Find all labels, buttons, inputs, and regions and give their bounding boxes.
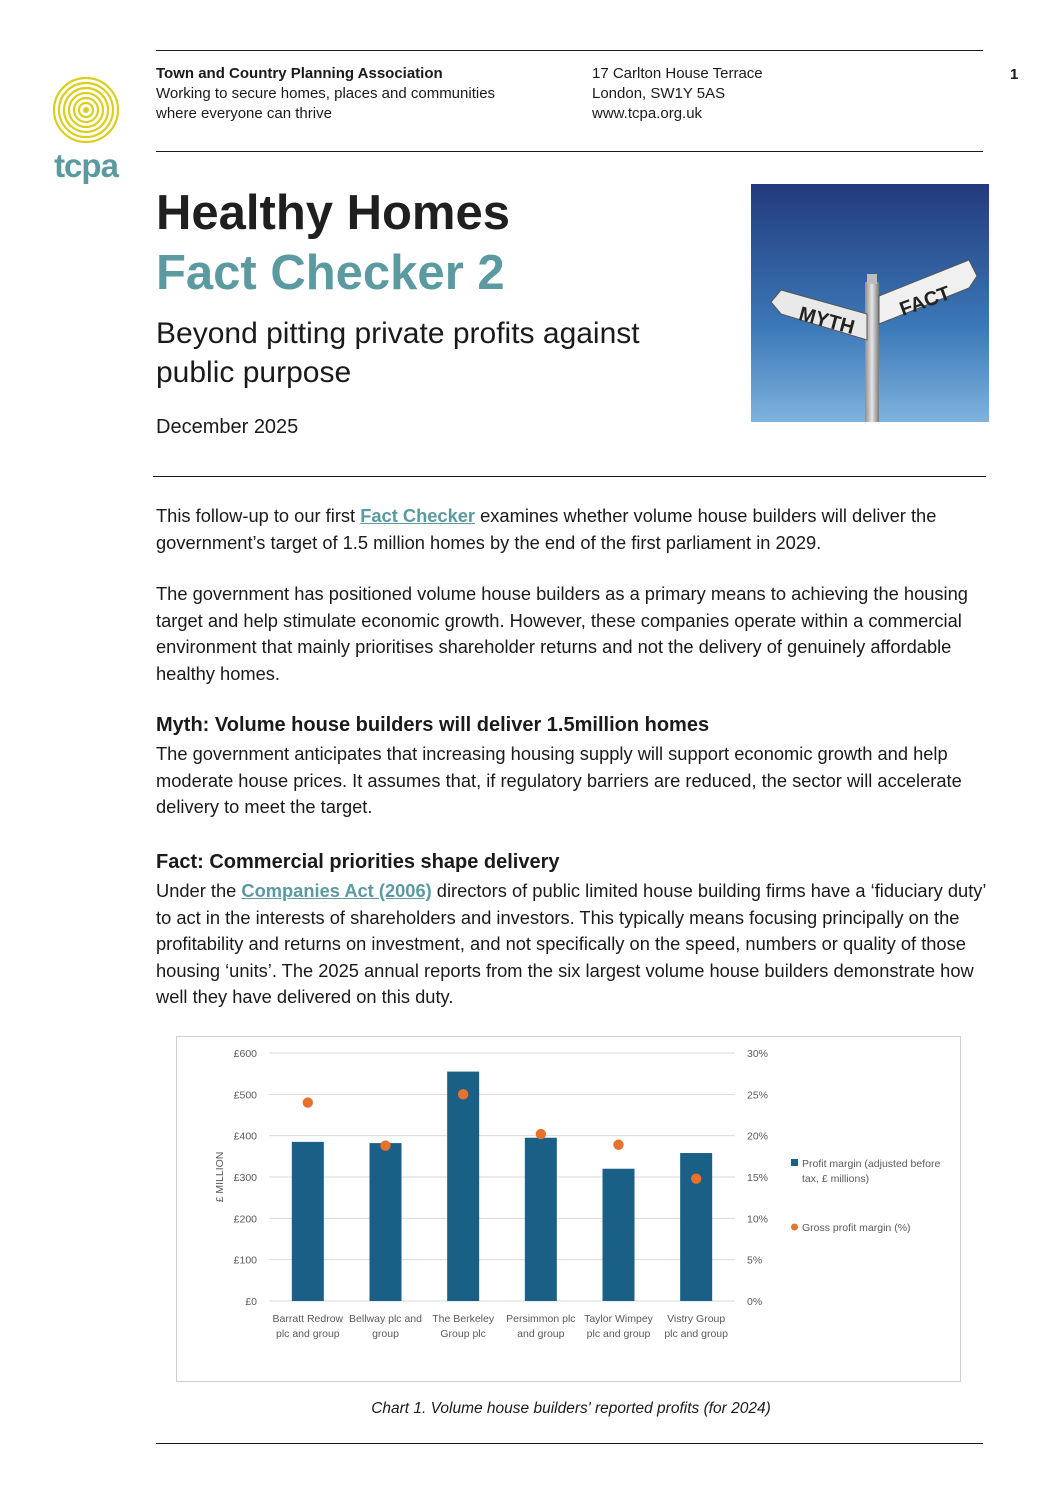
title-divider-rule <box>153 476 986 477</box>
page-number: 1 <box>1010 66 1019 83</box>
org-block <box>156 64 495 124</box>
y-axis-label: £ MILLION <box>214 1151 226 1203</box>
profits-chart <box>176 1036 961 1382</box>
address-line-1: 17 Carlton House Terrace <box>592 65 763 82</box>
y2-tick-label: 20% <box>747 1130 769 1143</box>
profits-chart-svg <box>177 1037 960 1381</box>
y2-tick-label: 30% <box>747 1048 769 1060</box>
x-tick-label: Vistry Group <box>667 1313 726 1325</box>
website-link[interactable]: www.tcpa.org.uk <box>592 105 703 122</box>
legend-bar-label: Profit margin (adjusted before <box>802 1158 941 1170</box>
myth-paragraph: The government anticipates that increasing housing supply will support economic growth and help moderate house prices. It assumes that, if regulatory barriers are reduced, the sector will accelerate delivery to meet the target. <box>156 743 962 817</box>
y-tick-label: £600 <box>233 1048 257 1060</box>
fact-heading: Fact: Commercial priorities shape delivery <box>156 851 560 873</box>
logo-text: tcpa <box>54 147 118 184</box>
y-tick-label: £500 <box>233 1089 257 1102</box>
chart-caption: Chart 1. Volume house builders' reported profits (for 2024) <box>371 1400 771 1417</box>
legend-bar-label-cont: tax, £ millions) <box>802 1173 870 1185</box>
y2-tick-label: 25% <box>747 1089 769 1102</box>
y-tick-label: £0 <box>245 1296 257 1308</box>
x-tick-label: plc and group <box>276 1328 340 1340</box>
y-tick-label: £400 <box>233 1130 257 1143</box>
data-point <box>303 1097 313 1107</box>
title-line-1: Healthy Homes <box>156 186 511 240</box>
context-paragraph: The government has positioned volume house builders as a primary means to achieving the housing target and help stimulate economic growth. However, these companies operate within a commercial environment that mainly prioritises shareholder returns and not the delivery of genuinely affordable healthy homes. <box>156 583 968 684</box>
y2-tick-label: 15% <box>747 1172 769 1184</box>
y2-tick-label: 5% <box>747 1254 763 1267</box>
bar <box>447 1072 479 1301</box>
y2-tick-label: 0% <box>747 1296 763 1308</box>
x-tick-label: Persimmon plc <box>506 1313 576 1325</box>
data-point <box>691 1173 701 1183</box>
bar <box>603 1169 635 1301</box>
x-tick-label: Barratt Redrow <box>272 1313 344 1325</box>
publication-date: December 2025 <box>156 416 299 438</box>
tcpa-logo <box>50 76 122 184</box>
sign-myth-text: MYTH <box>796 303 857 340</box>
legend-point-swatch <box>791 1224 798 1231</box>
y-tick-label: £200 <box>233 1213 257 1226</box>
address-line-2: London, SW1Y 5AS <box>592 85 726 102</box>
companies-act-link[interactable]: Companies Act (2006) <box>241 880 432 901</box>
data-point <box>613 1140 623 1150</box>
bar <box>370 1143 402 1301</box>
sign-fact-text: FACT <box>896 282 954 321</box>
bar <box>525 1138 557 1301</box>
title-line-2: Fact Checker 2 <box>156 246 505 300</box>
x-tick-label: The Berkeley <box>432 1313 495 1325</box>
fact-paragraph: Under the Companies Act (2006) directors of public limited house building firms have a ‘fiduciary duty’ to act in the interests of shareholders and investors. This typically means focusing principally on the profitability and returns on investment, and not specifically on the speed, numbers or quality of those housing ‘units’. The 2025 annual reports from the six largest volume house builders demonstrate how well they have delivered on this duty. <box>156 880 986 1007</box>
intro-paragraph: This follow-up to our first Fact Checker examines whether volume house builders will deliver the government’s target of 1.5 million homes by the end of the first parliament in 2029. <box>156 505 937 553</box>
x-tick-label: group <box>372 1328 399 1340</box>
address-block <box>592 64 763 124</box>
org-tagline-1: Working to secure homes, places and communities <box>156 85 496 102</box>
org-name: Town and Country Planning Association <box>156 65 443 82</box>
legend-bar-swatch <box>791 1159 798 1166</box>
subtitle: Beyond pitting private profits against public purpose <box>156 317 640 389</box>
y-tick-label: £300 <box>233 1172 257 1184</box>
myth-fact-signpost-image <box>751 184 989 422</box>
bar <box>292 1142 324 1301</box>
org-tagline-2: where everyone can thrive <box>156 105 332 122</box>
header-top-rule <box>156 50 983 51</box>
data-point <box>536 1129 546 1139</box>
data-point <box>380 1140 390 1150</box>
x-tick-label: Bellway plc and <box>349 1313 422 1325</box>
data-point <box>458 1089 468 1099</box>
y-tick-label: £100 <box>233 1254 257 1267</box>
spiral-rings-icon <box>50 76 122 148</box>
x-tick-label: Group plc <box>440 1328 486 1340</box>
x-tick-label: plc and group <box>586 1328 651 1340</box>
myth-heading: Myth: Volume house builders will deliver 1.5million homes <box>156 714 710 736</box>
x-tick-label: plc and group <box>664 1328 728 1340</box>
y2-tick-label: 10% <box>747 1213 769 1226</box>
x-tick-label: Taylor Wimpey <box>584 1313 653 1325</box>
footer-rule <box>156 1443 983 1444</box>
header-bottom-rule <box>156 151 983 152</box>
x-tick-label: and group <box>517 1328 565 1340</box>
legend-point-label: Gross profit margin (%) <box>802 1222 911 1234</box>
fact-checker-link[interactable]: Fact Checker <box>360 505 476 526</box>
